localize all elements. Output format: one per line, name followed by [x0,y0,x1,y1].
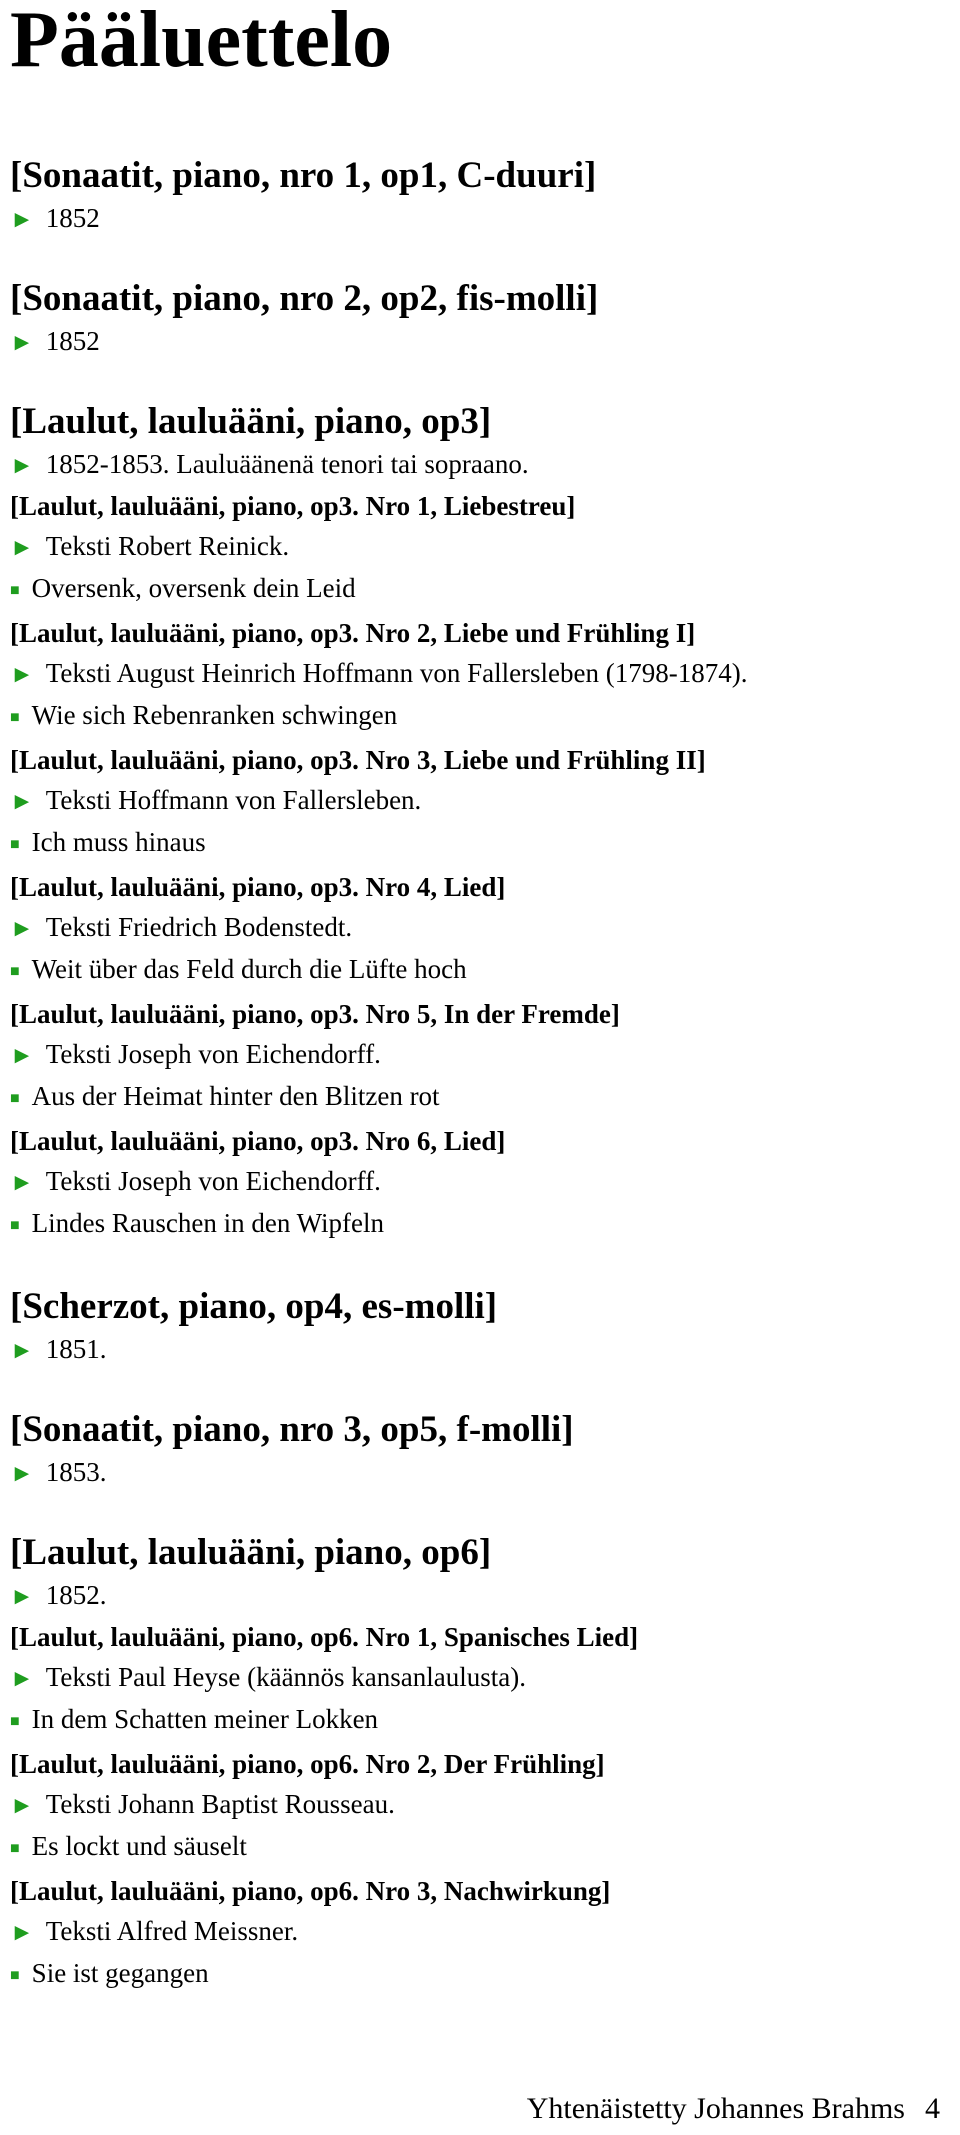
song-title: [Laulut, lauluääni, piano, op3. Nro 3, Liebe und Frühling II] [10,745,706,775]
work-title: [Sonaatit, piano, nro 2, op2, fis-molli] [10,278,599,319]
song-incipit [10,568,950,613]
song-text-note [10,1657,950,1699]
note-text: 1852-1853. Lauluäänenä tenori tai sopraano. [45,449,529,479]
note-text: 1852. [45,1580,107,1610]
square-bullet-icon: ■ [10,709,20,726]
work-note [10,1452,950,1494]
song-title: [Laulut, lauluääni, piano, op6. Nro 2, Der Frühling] [10,1749,605,1779]
square-bullet-icon: ■ [10,1967,20,1984]
triangle-bullet-icon: ► [10,453,34,479]
triangle-bullet-icon: ► [10,916,34,942]
work-note [10,1329,950,1371]
work-title: [Sonaatit, piano, nro 1, op1, C-duuri] [10,155,597,196]
triangle-bullet-icon: ► [10,789,34,815]
page-title: Pääluettelo [10,0,393,84]
incipit-text: Lindes Rauschen in den Wipfeln [31,1208,385,1238]
text-note: Teksti Robert Reinick. [45,531,290,561]
song-text-note [10,1911,950,1953]
incipit-text: Sie ist gegangen [31,1958,209,1988]
triangle-bullet-icon: ► [10,662,34,688]
song-text-note [10,1784,950,1826]
song-incipit [10,695,950,740]
text-note: Teksti Alfred Meissner. [45,1916,299,1946]
page-footer [527,2091,940,2127]
song-incipit [10,1203,950,1248]
page-number: 4 [925,2092,940,2125]
work-title: [Sonaatit, piano, nro 3, op5, f-molli] [10,1409,574,1450]
work-note [10,198,950,240]
work-entry [10,1531,950,1998]
square-bullet-icon: ■ [10,1713,20,1730]
incipit-text: Oversenk, oversenk dein Leid [31,573,356,603]
note-text: 1853. [45,1457,107,1487]
text-note: Teksti Friedrich Bodenstedt. [45,912,353,942]
song-incipit [10,1953,950,1998]
work-title: [Laulut, lauluääni, piano, op6] [10,1532,492,1573]
square-bullet-icon: ■ [10,963,20,980]
text-note: Teksti Johann Baptist Rousseau. [45,1789,395,1819]
triangle-bullet-icon: ► [10,1584,34,1610]
incipit-text: Aus der Heimat hinter den Blitzen rot [31,1081,440,1111]
triangle-bullet-icon: ► [10,535,34,561]
work-title: [Laulut, lauluääni, piano, op3] [10,401,492,442]
work-entry [10,277,950,363]
triangle-bullet-icon: ► [10,1170,34,1196]
square-bullet-icon: ■ [10,1217,20,1234]
text-note: Teksti Hoffmann von Fallersleben. [45,785,422,815]
song-title: [Laulut, lauluääni, piano, op6. Nro 1, Spanisches Lied] [10,1622,639,1652]
triangle-bullet-icon: ► [10,330,34,356]
note-text: 1852 [45,326,100,356]
song-title: [Laulut, lauluääni, piano, op3. Nro 5, In der Fremde] [10,999,620,1029]
works-list [10,154,950,1998]
square-bullet-icon: ■ [10,1840,20,1857]
song-title: [Laulut, lauluääni, piano, op3. Nro 4, Lied] [10,872,506,902]
song-incipit [10,949,950,994]
triangle-bullet-icon: ► [10,1920,34,1946]
footer-title: Yhtenäistetty Johannes Brahms [526,2092,905,2125]
work-entry [10,400,950,1248]
song-title: [Laulut, lauluääni, piano, op3. Nro 1, Liebestreu] [10,491,576,521]
triangle-bullet-icon: ► [10,1043,34,1069]
triangle-bullet-icon: ► [10,207,34,233]
song-text-note [10,526,950,568]
song-text-note [10,653,950,695]
incipit-text: Ich muss hinaus [31,827,206,857]
song-text-note [10,907,950,949]
square-bullet-icon: ■ [10,836,20,853]
text-note: Teksti Joseph von Eichendorff. [45,1039,381,1069]
triangle-bullet-icon: ► [10,1338,34,1364]
text-note: Teksti Joseph von Eichendorff. [45,1166,381,1196]
song-text-note [10,1161,950,1203]
work-note [10,444,950,486]
work-entry [10,154,950,240]
work-entry [10,1408,950,1494]
text-note: Teksti August Heinrich Hoffmann von Fallersleben (1798-1874). [45,658,748,688]
song-title: [Laulut, lauluääni, piano, op3. Nro 2, Liebe und Frühling I] [10,618,696,648]
song-title: [Laulut, lauluääni, piano, op3. Nro 6, Lied] [10,1126,506,1156]
song-title: [Laulut, lauluääni, piano, op6. Nro 3, Nachwirkung] [10,1876,611,1906]
work-note [10,1575,950,1617]
note-text: 1851. [45,1334,107,1364]
square-bullet-icon: ■ [10,582,20,599]
song-text-note [10,780,950,822]
document-page [10,0,950,2035]
incipit-text: Es lockt und säuselt [31,1831,247,1861]
song-incipit [10,1699,950,1744]
song-incipit [10,1826,950,1871]
incipit-text: Weit über das Feld durch die Lüfte hoch [31,954,467,984]
work-note [10,321,950,363]
note-text: 1852 [45,203,100,233]
triangle-bullet-icon: ► [10,1666,34,1692]
triangle-bullet-icon: ► [10,1793,34,1819]
text-note: Teksti Paul Heyse (käännös kansanlaulusta). [45,1662,527,1692]
work-entry [10,1285,950,1371]
song-incipit [10,1076,950,1121]
incipit-text: In dem Schatten meiner Lokken [31,1704,379,1734]
square-bullet-icon: ■ [10,1090,20,1107]
triangle-bullet-icon: ► [10,1461,34,1487]
song-text-note [10,1034,950,1076]
work-title: [Scherzot, piano, op4, es-molli] [10,1286,498,1327]
incipit-text: Wie sich Rebenranken schwingen [31,700,398,730]
song-incipit [10,822,950,867]
